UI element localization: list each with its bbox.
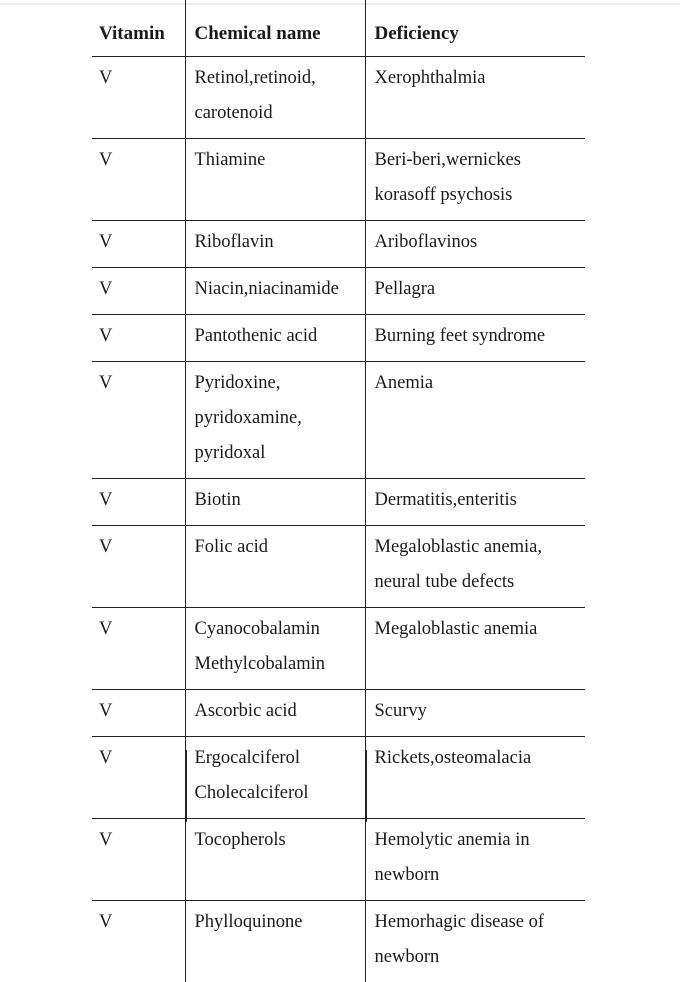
cell-chemical-name-line: Cholecalciferol <box>195 776 365 811</box>
cell-vitamin-line: V <box>99 741 185 776</box>
cell-vitamin-line: V <box>99 143 185 178</box>
cell-vitamin <box>92 268 185 315</box>
cell-chemical-name-line: Riboflavin <box>195 225 365 260</box>
cell-deficiency <box>365 479 585 526</box>
cell-chemical-name-line: Methylcobalamin <box>195 647 365 682</box>
cell-chemical-name-line: carotenoid <box>195 96 365 131</box>
table-row <box>92 221 585 268</box>
cell-chemical-name-line: Phylloquinone <box>195 905 365 940</box>
cell-deficiency <box>365 690 585 737</box>
cell-deficiency-line: Anemia <box>375 366 586 401</box>
cell-chemical-name-line: Pantothenic acid <box>195 319 365 354</box>
cell-vitamin-line: V <box>99 366 185 401</box>
cell-vitamin-line: V <box>99 823 185 858</box>
table-row <box>92 819 585 901</box>
cell-vitamin-line: V <box>99 319 185 354</box>
cell-deficiency <box>365 608 585 690</box>
cell-chemical-name-line: Ascorbic acid <box>195 694 365 729</box>
vitamin-table-container <box>92 0 585 982</box>
cell-chemical-name-line: Folic acid <box>195 530 365 565</box>
cell-deficiency <box>365 526 585 608</box>
cell-deficiency-line: newborn <box>375 858 586 893</box>
cell-vitamin <box>92 57 185 139</box>
cell-chemical-name-line: pyridoxamine, <box>195 401 365 436</box>
cell-deficiency-line: Dermatitis,enteritis <box>375 483 586 518</box>
table-row <box>92 690 585 737</box>
cell-vitamin-line: V <box>99 483 185 518</box>
cell-chemical-name-line: Thiamine <box>195 143 365 178</box>
cell-vitamin <box>92 221 185 268</box>
table-row <box>92 139 585 221</box>
table-header <box>92 0 585 57</box>
column-header-vitamin: Vitamin <box>92 0 185 57</box>
cell-chemical-name <box>185 608 365 690</box>
cell-chemical-name <box>185 221 365 268</box>
cell-deficiency-line: Hemolytic anemia in <box>375 823 586 858</box>
cell-chemical-name <box>185 526 365 608</box>
cell-deficiency-line: korasoff psychosis <box>375 178 586 213</box>
cell-chemical-name-line: Tocopherols <box>195 823 365 858</box>
cell-vitamin-line: V <box>99 530 185 565</box>
cell-deficiency <box>365 315 585 362</box>
cell-deficiency-line: newborn <box>375 940 586 975</box>
cell-deficiency-line: Burning feet syndrome <box>375 319 586 354</box>
column-header-deficiency: Deficiency <box>365 0 585 57</box>
cell-chemical-name-line: Cyanocobalamin <box>195 612 365 647</box>
cell-deficiency <box>365 221 585 268</box>
table-row <box>92 737 585 819</box>
cell-vitamin <box>92 479 185 526</box>
cell-vitamin <box>92 819 185 901</box>
cell-deficiency-line: neural tube defects <box>375 565 586 600</box>
cell-chemical-name <box>185 139 365 221</box>
cell-deficiency-line: Beri-beri,wernickes <box>375 143 586 178</box>
cell-deficiency-line: Pellagra <box>375 272 586 307</box>
column-header-chemical-name: Chemical name <box>185 0 365 57</box>
cell-vitamin <box>92 139 185 221</box>
cell-deficiency <box>365 139 585 221</box>
cell-deficiency-line: Xerophthalmia <box>375 61 586 96</box>
vitamin-deficiency-table <box>92 0 585 982</box>
cell-vitamin <box>92 526 185 608</box>
cell-vitamin <box>92 737 185 819</box>
cell-vitamin-line: V <box>99 905 185 940</box>
cell-vitamin <box>92 315 185 362</box>
cell-chemical-name <box>185 690 365 737</box>
table-body <box>92 57 585 982</box>
table-row <box>92 608 585 690</box>
cell-deficiency-line: Megaloblastic anemia <box>375 612 586 647</box>
table-row <box>92 268 585 315</box>
cell-chemical-name-line: Retinol,retinoid, <box>195 61 365 96</box>
table-row <box>92 315 585 362</box>
cell-chemical-name-line: Pyridoxine, <box>195 366 365 401</box>
cell-deficiency-line: Rickets,osteomalacia <box>375 741 586 776</box>
cell-deficiency <box>365 268 585 315</box>
cell-chemical-name <box>185 901 365 982</box>
table-row <box>92 901 585 982</box>
cell-chemical-name <box>185 479 365 526</box>
cell-vitamin-line: V <box>99 694 185 729</box>
cell-chemical-name-line: pyridoxal <box>195 436 365 471</box>
header-row <box>92 0 585 57</box>
cell-vitamin <box>92 901 185 982</box>
cell-deficiency-line: Hemorhagic disease of <box>375 905 586 940</box>
cell-vitamin-line: V <box>99 225 185 260</box>
cell-chemical-name <box>185 362 365 479</box>
cell-vitamin <box>92 608 185 690</box>
cell-deficiency <box>365 901 585 982</box>
cell-deficiency <box>365 737 585 819</box>
table-row <box>92 57 585 139</box>
cell-vitamin-line: V <box>99 272 185 307</box>
cell-deficiency <box>365 819 585 901</box>
cell-chemical-name <box>185 315 365 362</box>
cell-deficiency <box>365 57 585 139</box>
cell-vitamin-line: V <box>99 61 185 96</box>
table-row <box>92 479 585 526</box>
cell-vitamin-line: V <box>99 612 185 647</box>
table-row <box>92 526 585 608</box>
cell-chemical-name <box>185 268 365 315</box>
table-row <box>92 362 585 479</box>
cell-chemical-name-line: Niacin,niacinamide <box>195 272 365 307</box>
cell-deficiency-line: Megaloblastic anemia, <box>375 530 586 565</box>
cell-chemical-name <box>185 57 365 139</box>
cell-deficiency-line: Ariboflavinos <box>375 225 586 260</box>
cell-deficiency-line: Scurvy <box>375 694 586 729</box>
cell-chemical-name <box>185 737 365 819</box>
cell-chemical-name-line: Ergocalciferol <box>195 741 365 776</box>
cell-vitamin <box>92 362 185 479</box>
cell-deficiency <box>365 362 585 479</box>
cell-chemical-name-line: Biotin <box>195 483 365 518</box>
cell-chemical-name <box>185 819 365 901</box>
cell-vitamin <box>92 690 185 737</box>
